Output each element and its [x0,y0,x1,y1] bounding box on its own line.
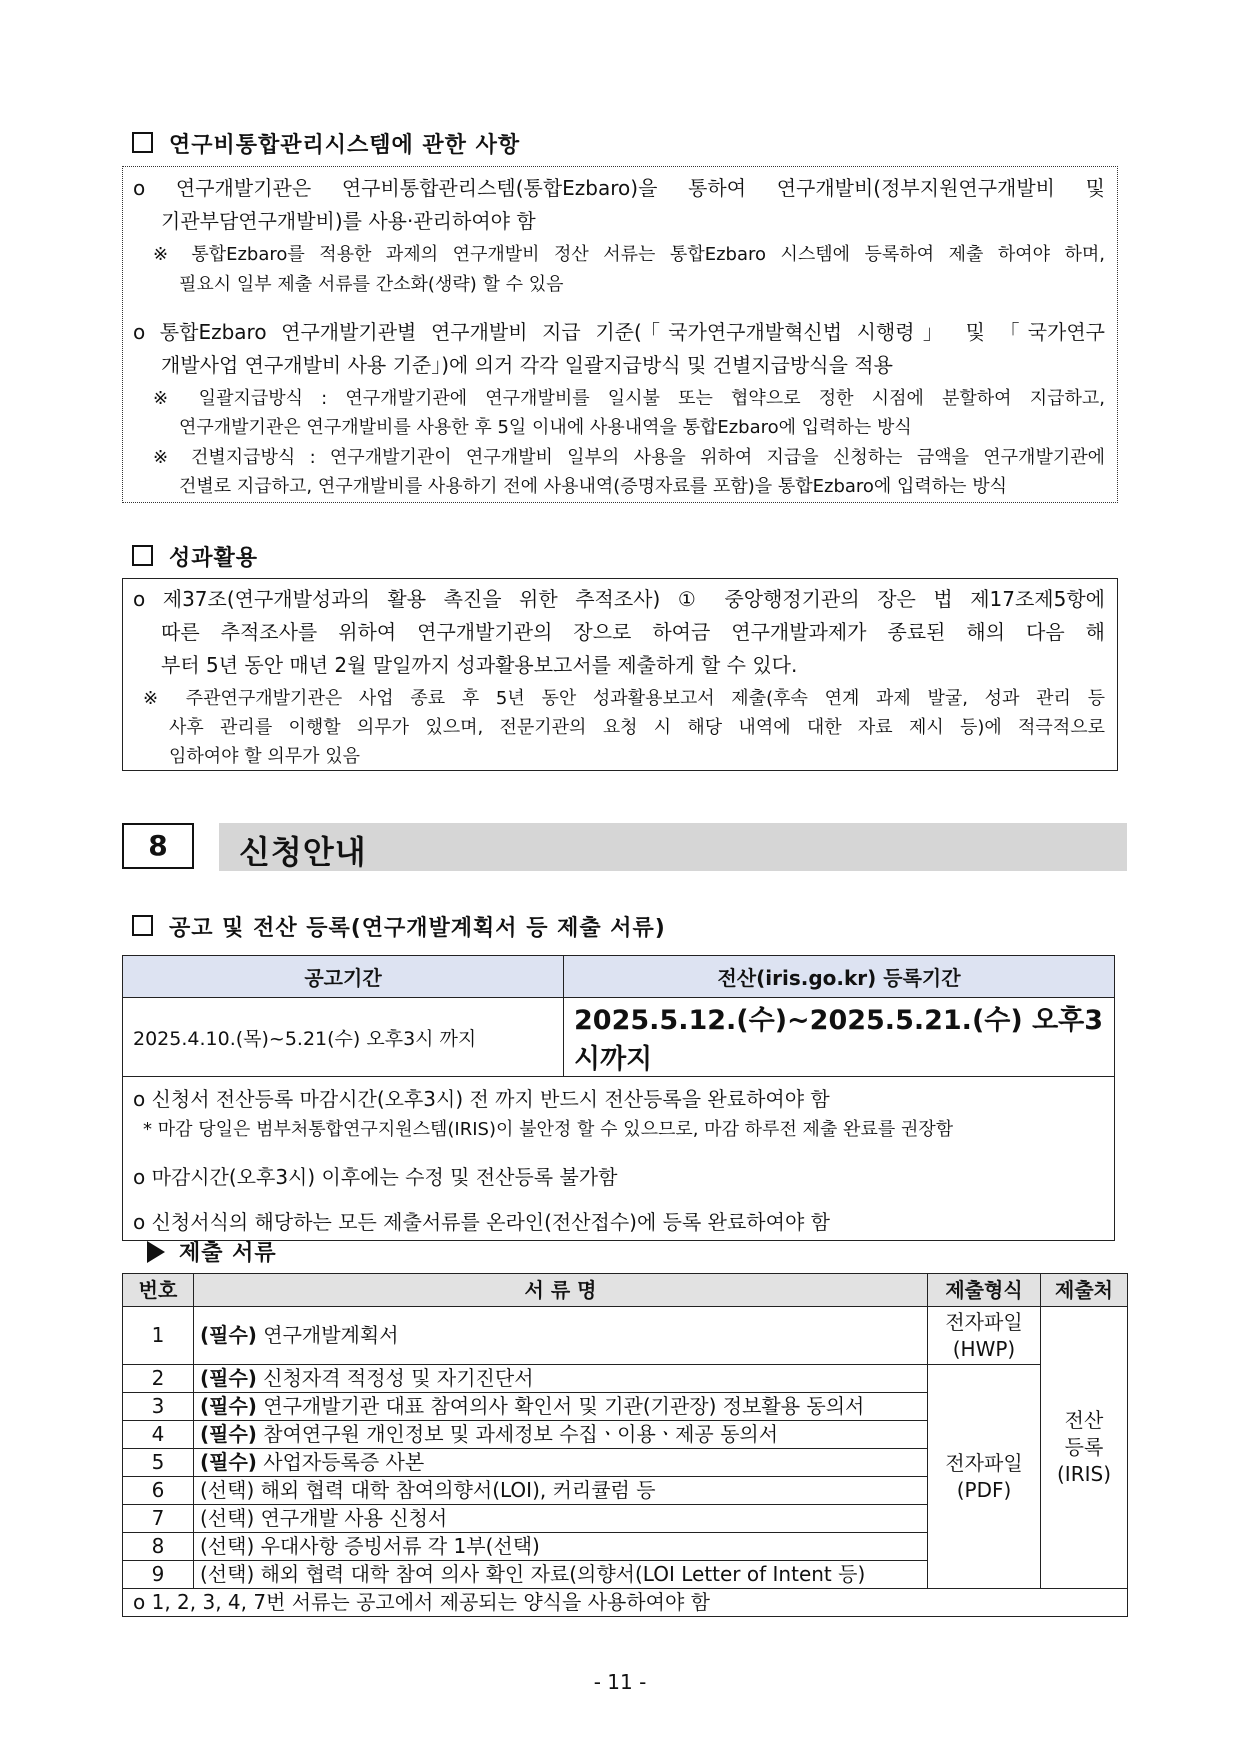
table-row: 4 (필수) 참여연구원 개인정보 및 과세정보 수집ㆍ이용ㆍ제공 동의서 [123,1421,1128,1449]
table-header: 제출형식 [928,1274,1041,1307]
note-line: ※ 건별지급방식 : 연구개발기관이 연구개발비 일부의 사용을 위하여 지급을 신청하는 금액을 연구개발기관에 [153,447,1105,468]
table-header: 번호 [123,1274,194,1307]
checkbox-square-icon [132,915,153,936]
section-title-bar [219,823,1127,871]
note-line: 연구개발기관은 연구개발비를 사용한 후 5일 이내에 사용내역을 통합Ezbaro에 입력하는 방식 [179,417,912,438]
ezbaro-info-box [122,166,1118,503]
note-line: o 신청서 전산등록 마감시간(오후3시) 전 까지 반드시 전산등록을 완료하여야 함 [133,1087,830,1111]
table-row: 3 (필수) 연구개발기관 대표 참여의사 확인서 및 기관(기관장) 정보활용 동의서 [123,1393,1128,1421]
table-header: 전산(iris.go.kr) 등록기간 [564,956,1115,998]
registration-period: 2025.5.12.(수)~2025.5.21.(수) 오후3시까지 [564,998,1115,1077]
paragraph-line: 개발사업 연구개발비 사용 기준」)에 의거 각각 일괄지급방식 및 건별지급방식을 적용 [161,353,893,377]
documents-heading: 제출 서류 [147,1236,277,1267]
announcement-period: 2025.4.10.(목)~5.21(수) 오후3시 까지 [123,998,564,1077]
documents-footer-note: o 1, 2, 3, 4, 7번 서류는 공고에서 제공되는 양식을 사용하여야 함 [123,1589,1128,1617]
checkbox-square-icon [132,545,153,566]
paragraph-line: o 연구개발기관은 연구비통합관리스템(통합Ezbaro)을 통하여 연구개발비(정부지원연구개발비 및 [133,176,1105,200]
paragraph-line: 부터 5년 동안 매년 2월 말일까지 성과활용보고서를 제출하게 할 수 있다. [161,653,798,677]
note-line: o 마감시간(오후3시) 이후에는 수정 및 전산등록 불가함 [133,1165,618,1189]
note-line: o 신청서식의 해당하는 모든 제출서류를 온라인(전산접수)에 등록 완료하여야 함 [133,1210,830,1234]
table-row: 7 (선택) 연구개발 사용 신청서 [123,1505,1128,1533]
format-hwp: 전자파일 (HWP) [928,1307,1041,1365]
table-row: 8 (선택) 우대사항 증빙서류 각 1부(선택) [123,1533,1128,1561]
checkbox-square-icon [132,132,153,153]
submission-destination: 전산 등록 (IRIS) [1041,1307,1128,1589]
note-line: ※ 일괄지급방식 : 연구개발기관에 연구개발비를 일시불 또는 협약으로 정한 시점에 분할하여 지급하고, [153,388,1105,409]
table-row: 6 (선택) 해외 협력 대학 참여의향서(LOI), 커리큘럼 등 [123,1477,1128,1505]
format-pdf: 전자파일 (PDF) [928,1365,1041,1589]
triangle-right-icon [147,1241,165,1263]
page-number: - 11 - [593,1670,647,1694]
section-number: 8 [122,823,194,869]
table-header: 서 류 명 [194,1274,928,1307]
note-line: ※ 주관연구개발기관은 사업 종료 후 5년 동안 성과활용보고서 제출(후속 연계 과제 발굴, 성과 관리 등 [143,688,1105,709]
paragraph-line: 기관부담연구개발비)를 사용·관리하여야 함 [161,209,536,233]
section-heading-ezbaro: 연구비통합관리시스템에 관한 사항 [132,128,520,159]
paragraph-line: 따른 추적조사를 위하여 연구개발기관의 장으로 하여금 연구개발과제가 종료된 해의 다음 해 [161,620,1105,644]
note-line: 사후 관리를 이행할 의무가 있으며, 전문기관의 요청 시 해당 내역에 대한 자료 제시 등)에 적극적으로 [169,717,1105,738]
section-title: 신청안내 [239,833,367,871]
documents-table [122,1273,1128,1617]
note-line: * 마감 당일은 범부처통합연구지원스템(IRIS)이 불안정 할 수 있으므로, 마감 하루전 제출 완료를 권장함 [143,1119,954,1140]
table-row: 1 (필수) 연구개발계획서 전자파일 (HWP) 전산 등록 (IRIS) [123,1307,1128,1365]
note-line: 필요시 일부 제출 서류를 간소화(생략) 할 수 있음 [179,274,564,295]
table-header: 제출처 [1041,1274,1128,1307]
performance-info-box [122,578,1118,771]
section-heading-performance: 성과활용 [132,541,258,572]
note-line: ※ 통합Ezbaro를 적용한 과제의 연구개발비 정산 서류는 통합Ezbaro 시스템에 등록하여 제출 하여야 하며, [153,244,1105,265]
registration-notes [123,1077,1115,1241]
registration-period-table [122,955,1115,1241]
table-row: 2 (필수) 신청자격 적정성 및 자기진단서 전자파일 (PDF) [123,1365,1128,1393]
note-line: 임하여야 할 의무가 있음 [169,746,361,767]
paragraph-line: o 통합Ezbaro 연구개발기관별 연구개발비 지급 기준(「국가연구개발혁신법 시행령」 및 「국가연구 [133,320,1105,344]
section-heading-registration: 공고 및 전산 등록(연구개발계획서 등 제출 서류) [132,911,666,942]
table-header: 공고기간 [123,956,564,998]
table-row: 9 (선택) 해외 협력 대학 참여 의사 확인 자료(의향서(LOI Letter of Intent 등) [123,1561,1128,1589]
note-line: 건별로 지급하고, 연구개발비를 사용하기 전에 사용내역(증명자료를 포함)을 통합Ezbaro에 입력하는 방식 [179,476,1008,497]
table-row: 5 (필수) 사업자등록증 사본 [123,1449,1128,1477]
paragraph-line: o 제37조(연구개발성과의 활용 촉진을 위한 추적조사) ① 중앙행정기관의 장은 법 제17조제5항에 [133,587,1105,611]
